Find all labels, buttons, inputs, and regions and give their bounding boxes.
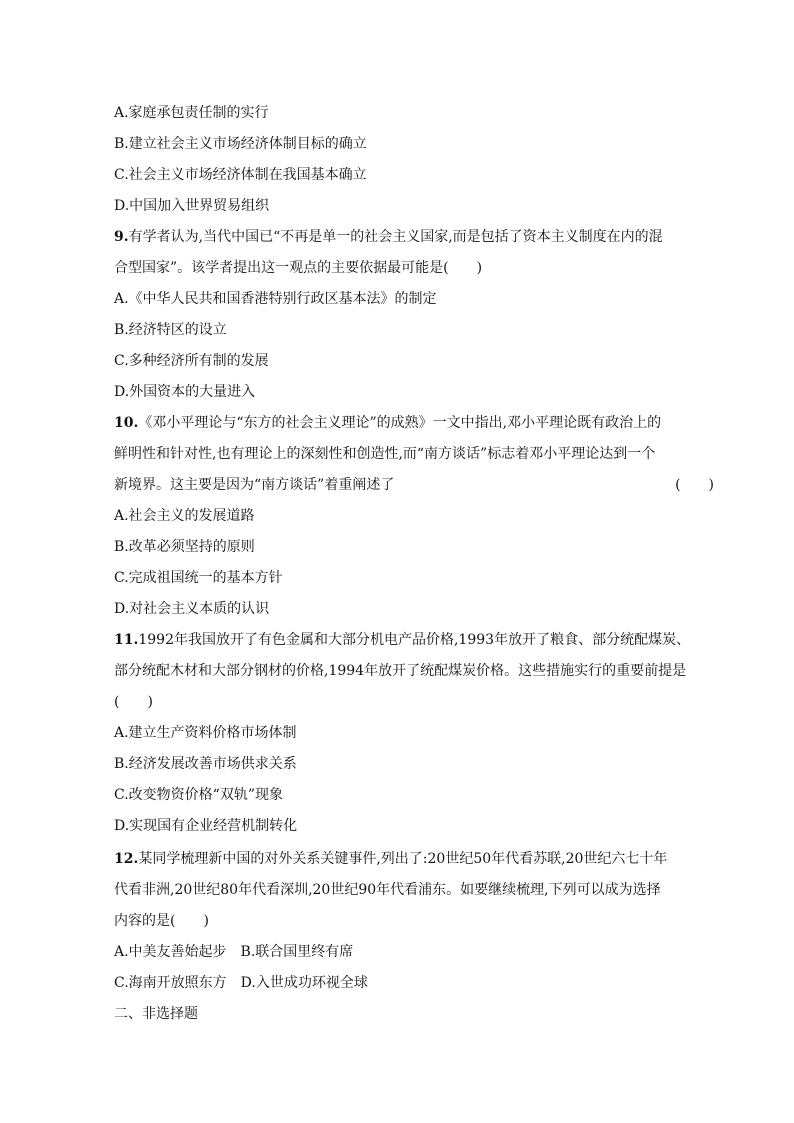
q12-options-row-1: A.中美友善始起步 B.联合国里终有席 — [114, 944, 354, 960]
q11-stem-text-1: 1992年我国放开了有色金属和大部分机电产品价格,1993年放开了粮食、部分统配煤炭、 — [138, 632, 691, 648]
section-heading: 二、非选择题 — [114, 1006, 198, 1022]
q9-option-b: B.经济特区的设立 — [114, 322, 227, 338]
q11-option-d: D.实现国有企业经营机制转化 — [114, 818, 298, 834]
q10-number: 10. — [114, 415, 139, 431]
q9-option-d: D.外国资本的大量进入 — [114, 384, 256, 400]
q10-option-a: A.社会主义的发展道路 — [114, 508, 255, 524]
q8-option-a: A.家庭承包责任制的实行 — [114, 105, 269, 121]
q11-stem-line-3: ( ) — [114, 694, 153, 710]
q10-stem-line-2: 鲜明性和针对性,也有理论上的深刻性和创造性,而“南方谈话”标志着邓小平理论达到一个 — [114, 446, 656, 462]
q9-number: 9. — [114, 229, 129, 245]
q11-stem-line-1 — [114, 630, 714, 650]
q8-option-b: B.建立社会主义市场经济体制目标的确立 — [114, 136, 367, 152]
q10-answer-paren: ( ) — [675, 477, 714, 493]
q9-option-a: A.《中华人民共和国香港特别行政区基本法》的制定 — [114, 291, 437, 307]
q10-option-b: B.改革必须坚持的原则 — [114, 539, 255, 555]
q11-number: 11. — [114, 632, 139, 648]
q9-stem-line-1 — [114, 227, 714, 247]
q9-stem-line-2: 合型国家”。该学者提出这一观点的主要依据最可能是( ) — [114, 260, 483, 276]
q11-option-c: C.改变物资价格“双轨”现象 — [114, 787, 283, 803]
q12-stem-text-1: 某同学梳理新中国的对外关系关键事件,列出了:20世纪50年代看苏联,20世纪六七十年 — [138, 851, 668, 867]
q10-option-d: D.对社会主义本质的认识 — [114, 601, 270, 617]
q10-stem-text-3: 新境界。这主要是因为“南方谈话”着重阐述了 — [114, 477, 395, 493]
q11-option-b: B.经济发展改善市场供求关系 — [114, 756, 297, 772]
q12-stem-line-2: 代看非洲,20世纪80年代看深圳,20世纪90年代看浦东。如要继续梳理,下列可以成为选择 — [114, 882, 661, 898]
q12-stem-line-3: 内容的是( ) — [114, 913, 209, 929]
q8-option-d: D.中国加入世界贸易组织 — [114, 198, 270, 214]
q9-option-c: C.多种经济所有制的发展 — [114, 353, 269, 369]
q9-stem-text-1: 有学者认为,当代中国已“不再是单一的社会主义国家,而是包括了资本主义制度在内的混 — [128, 229, 663, 245]
q10-stem-line-3 — [114, 475, 714, 495]
q10-option-c: C.完成祖国统一的基本方针 — [114, 570, 283, 586]
q11-option-a: A.建立生产资料价格市场体制 — [114, 725, 297, 741]
q11-stem-line-2: 部分统配木材和大部分钢材的价格,1994年放开了统配煤炭价格。这些措施实行的重要前提是 — [114, 663, 687, 679]
q12-number: 12. — [114, 851, 139, 867]
q10-stem-line-1 — [114, 413, 714, 433]
q12-stem-line-1 — [114, 849, 714, 869]
q10-stem-text-1: 《邓小平理论与“东方的社会主义理论”的成熟》一文中指出,邓小平理论既有政治上的 — [138, 415, 662, 431]
q8-option-c: C.社会主义市场经济体制在我国基本确立 — [114, 167, 367, 183]
q12-options-row-2: C.海南开放照东方 D.入世成功环视全球 — [114, 975, 368, 991]
